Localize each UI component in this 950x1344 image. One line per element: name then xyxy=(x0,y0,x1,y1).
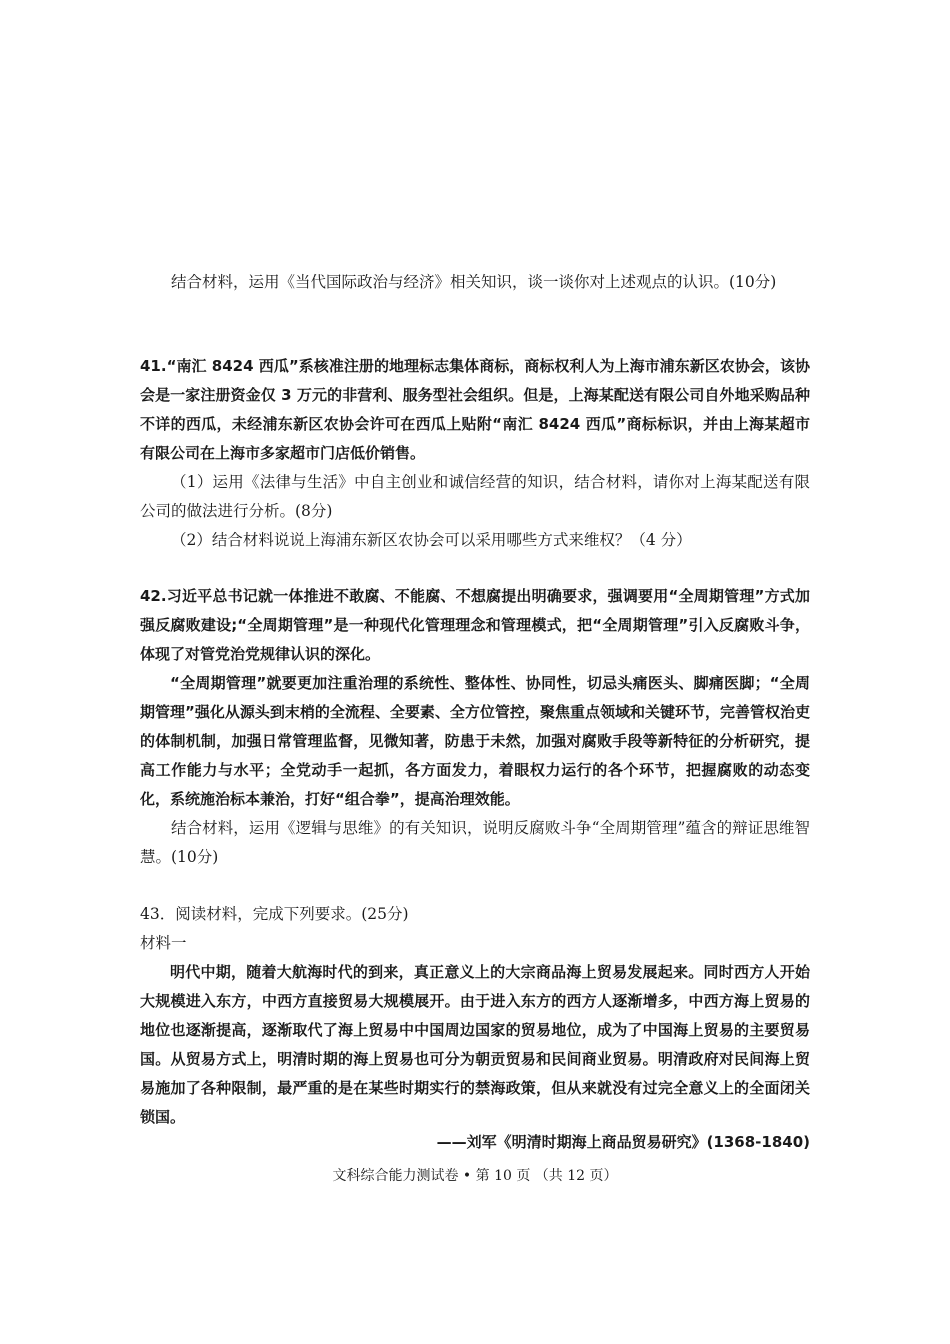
q43-stem: 43．阅读材料，完成下列要求。(25分) xyxy=(140,905,409,923)
q42-stem: 42.习近平总书记就一体推进不敢腐、不能腐、不想腐提出明确要求，强调要用“全周期管理”方式加强反腐败建设;“全周期管理”是一种现代化管理理念和管理模式，把“全周期管理”引入反腐败斗争，体现了对管党治党规律认识的深化。 xyxy=(140,587,810,663)
page-footer: 文科综合能力测试卷 • 第 10 页 （共 12 页） xyxy=(332,1168,618,1184)
q42-material: “全周期管理”就要更加注重治理的系统性、整体性、协同性，切忌头痛医头、脚痛医脚；“全周期管理”强化从源头到末梢的全流程、全要素、全方位管控，聚焦重点领域和关键环节，完善管权治吏的体制机制，加强日常管理监督，见微知著，防患于未然，加强对腐败手段等新特征的分析研究，提高工作能力与水平；全党动手一起抓，各方面发力，着眼权力运行的各个环节，把握腐败的动态变化，系统施治标本兼治，打好“组合拳”，提高治理效能。 xyxy=(140,674,810,808)
q41-sub2: （2）结合材料说说上海浦东新区农协会可以采用哪些方式来维权？（4 分） xyxy=(171,531,692,549)
q42-question: 结合材料，运用《逻辑与思维》的有关知识，说明反腐败斗争“全周期管理”蕴含的辩证思维智慧。(10分) xyxy=(140,819,810,866)
q41-stem: 41.“南汇 8424 西瓜”系核准注册的地理标志集体商标，商标权利人为上海市浦东新区农协会，该协会是一家注册资金仅 3 万元的非营利、服务型社会组织。但是，上海某配送有限公司自外地采购品种不详的西瓜，未经浦东新区农协会许可在西瓜上贴附“南汇 8424 西瓜”商标标识，并由上海某超市有限公司在上海市多家超市门店低价销售。 xyxy=(140,357,810,462)
q43-source: ——刘军《明清时期海上商品贸易研究》(1368-1840) xyxy=(436,1133,810,1151)
q43-material-text: 明代中期，随着大航海时代的到来，真正意义上的大宗商品海上贸易发展起来。同时西方人开始大规模进入东方，中西方直接贸易大规模展开。由于进入东方的西方人逐渐增多，中西方海上贸易的地位也逐渐提高，逐渐取代了海上贸易中中国周边国家的贸易地位，成为了中国海上贸易的主要贸易国。从贸易方式上，明清时期的海上贸易也可分为朝贡贸易和民间商业贸易。明清政府对民间海上贸易施加了各种限制，最严重的是在某些时期实行的禁海政策，但从来就没有过完全意义上的全面闭关锁国。 xyxy=(140,963,810,1126)
q41-sub1: （1）运用《法律与生活》中自主创业和诚信经营的知识，结合材料，请你对上海某配送有限公司的做法进行分析。(8分) xyxy=(140,473,810,520)
q43-material-label: 材料一 xyxy=(140,934,187,952)
intro-question: 结合材料，运用《当代国际政治与经济》相关知识，谈一谈你对上述观点的认识。(10分) xyxy=(171,273,777,291)
